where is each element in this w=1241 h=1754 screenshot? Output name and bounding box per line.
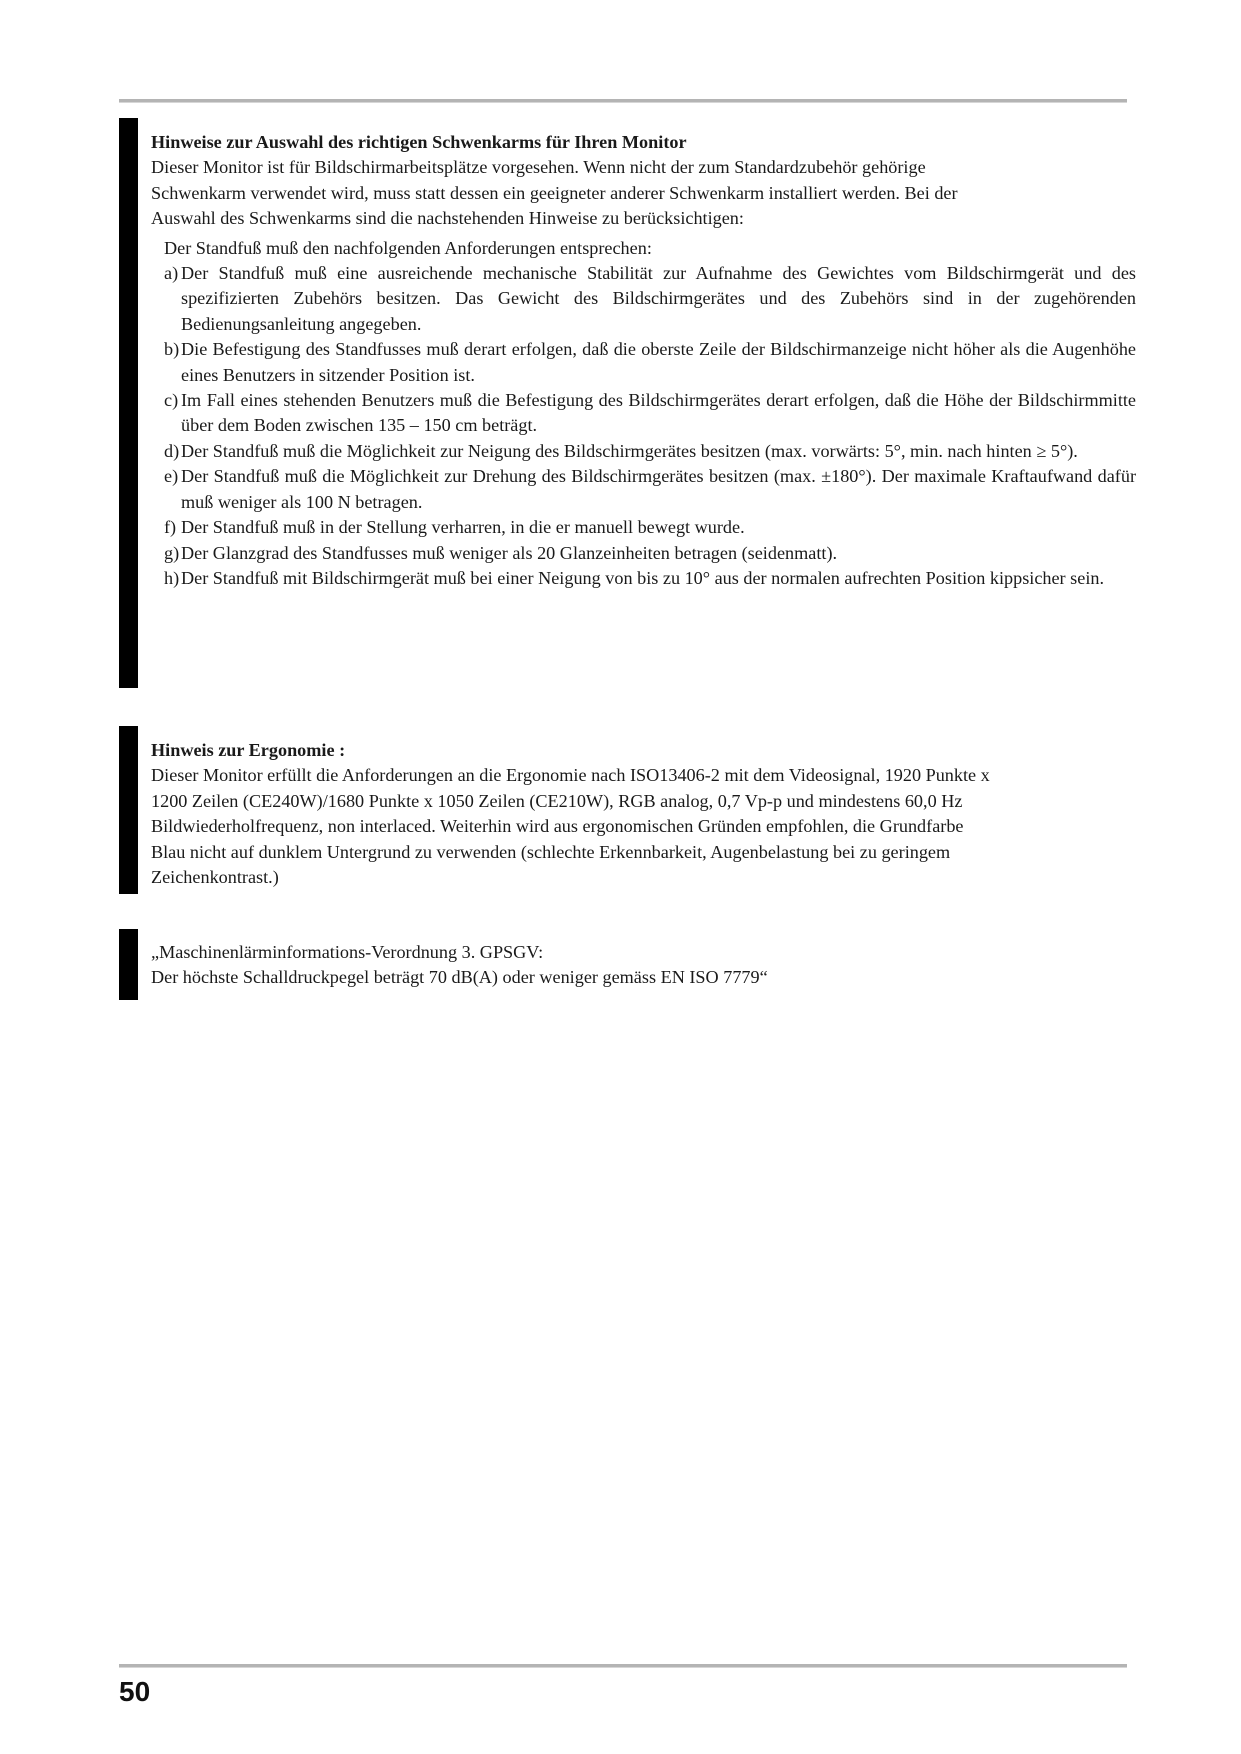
requirement-label: f) [164,517,177,538]
noise-notice-content [151,940,1127,991]
swivel-arm-line: Schwenkarm verwendet wird, muss statt dessen ein geeigneter anderer Schwenkarm installiert werden. Bei der [151,182,958,203]
noise-notice [119,929,1127,1000]
ergonomics-line: 1200 Zeilen (CE240W)/1680 Punkte x 1050 Zeilen (CE210W), RGB analog, 0,7 Vp-p und mindestens 60,0 Hz [151,790,963,811]
requirement-item [164,541,1136,566]
top-rule [119,99,1127,103]
requirement-item [164,261,1136,337]
noise-line: Der höchste Schalldruckpegel beträgt 70 dB(A) oder weniger gemäss EN ISO 7779“ [151,967,768,988]
requirement-label: e) [164,466,179,487]
requirement-item [164,464,1136,515]
requirement-text: Der Standfuß muß in der Stellung verharren, in die er manuell bewegt wurde. [181,517,745,538]
requirement-text: Im Fall eines stehenden Benutzers muß die Befestigung des Bildschirmgerätes derart erfolgen, daß die Höhe der Bildschirmmitte über dem Boden zwischen 135 – 150 cm beträgt. [181,390,1136,436]
requirement-item [164,515,1136,540]
requirement-label: c) [164,390,179,411]
ergonomics-notice [119,726,1127,894]
requirement-item [164,388,1136,439]
ergonomics-notice-content [151,738,1127,890]
ergonomics-line: Bildwiederholfrequenz, non interlaced. Weiterhin wird aus ergonomischen Gründen empfohlen, die Grundfarbe [151,816,964,837]
requirement-label: b) [164,339,180,360]
swivel-arm-notice [119,118,1136,688]
noise-line: „Maschinenlärminformations-Verordnung 3. GPSGV: [151,942,544,962]
page-number: 50 [119,1676,151,1707]
requirement-label: h) [164,567,180,588]
section-marker-bar [119,726,138,894]
requirement-label: g) [164,542,180,563]
requirement-item [164,337,1136,388]
requirements-intro: Der Standfuß muß den nachfolgenden Anforderungen entsprechen: [164,237,652,258]
swivel-arm-notice-content [151,130,1136,591]
ergonomics-line: Zeichenkontrast.) [151,867,279,888]
requirement-label: a) [164,263,179,284]
requirement-text: Der Standfuß mit Bildschirmgerät muß bei einer Neigung von bis zu 10° aus der normalen aufrechten Position kippsicher sein. [181,567,1105,588]
requirement-item [164,439,1136,464]
requirement-text: Die Befestigung des Standfusses muß derart erfolgen, daß die oberste Zeile der Bildschirmanzeige nicht höher als die Augenhöhe eines Benutzers in sitzender Position ist. [181,339,1136,385]
ergonomics-heading: Hinweis zur Ergonomie : [151,740,346,760]
swivel-arm-heading: Hinweise zur Auswahl des richtigen Schwenkarms für Ihren Monitor [151,132,687,152]
requirements-list [164,261,1136,591]
requirement-text: Der Glanzgrad des Standfusses muß weniger als 20 Glanzeinheiten betragen (seidenmatt). [181,542,838,563]
swivel-arm-line: Dieser Monitor ist für Bildschirmarbeitsplätze vorgesehen. Wenn nicht der zum Standardzubehör gehörige [151,157,926,178]
requirement-text: Der Standfuß muß die Möglichkeit zur Drehung des Bildschirmgerätes besitzen (max. ±180°). Der maximale Kraftaufwand dafür muß weniger als 100 N betragen. [181,466,1136,512]
requirement-label: d) [164,440,180,461]
requirement-text: Der Standfuß muß die Möglichkeit zur Neigung des Bildschirmgerätes besitzen (max. vorwärts: 5°, min. nach hinten ≥ 5°). [181,440,1078,461]
ergonomics-line: Dieser Monitor erfüllt die Anforderungen an die Ergonomie nach ISO13406-2 mit dem Videosignal, 1920 Punkte x [151,765,990,786]
requirement-item [164,566,1136,591]
ergonomics-line: Blau nicht auf dunklem Untergrund zu verwenden (schlechte Erkennbarkeit, Augenbelastung bei zu geringem [151,841,951,862]
section-marker-bar [119,929,138,1000]
swivel-arm-line: Auswahl des Schwenkarms sind die nachstehenden Hinweise zu berücksichtigen: [151,208,744,229]
requirement-text: Der Standfuß muß eine ausreichende mechanische Stabilität zur Aufnahme des Gewichtes vom Bildschirmgerät und des spezifizierten Zubehörs besitzen. Das Gewicht des Bildschirmgerätes und des Zubehörs sind in der zugehörenden Bedienungsanleitung angegeben. [181,263,1136,334]
bottom-rule [119,1664,1127,1668]
section-marker-bar [119,118,138,688]
